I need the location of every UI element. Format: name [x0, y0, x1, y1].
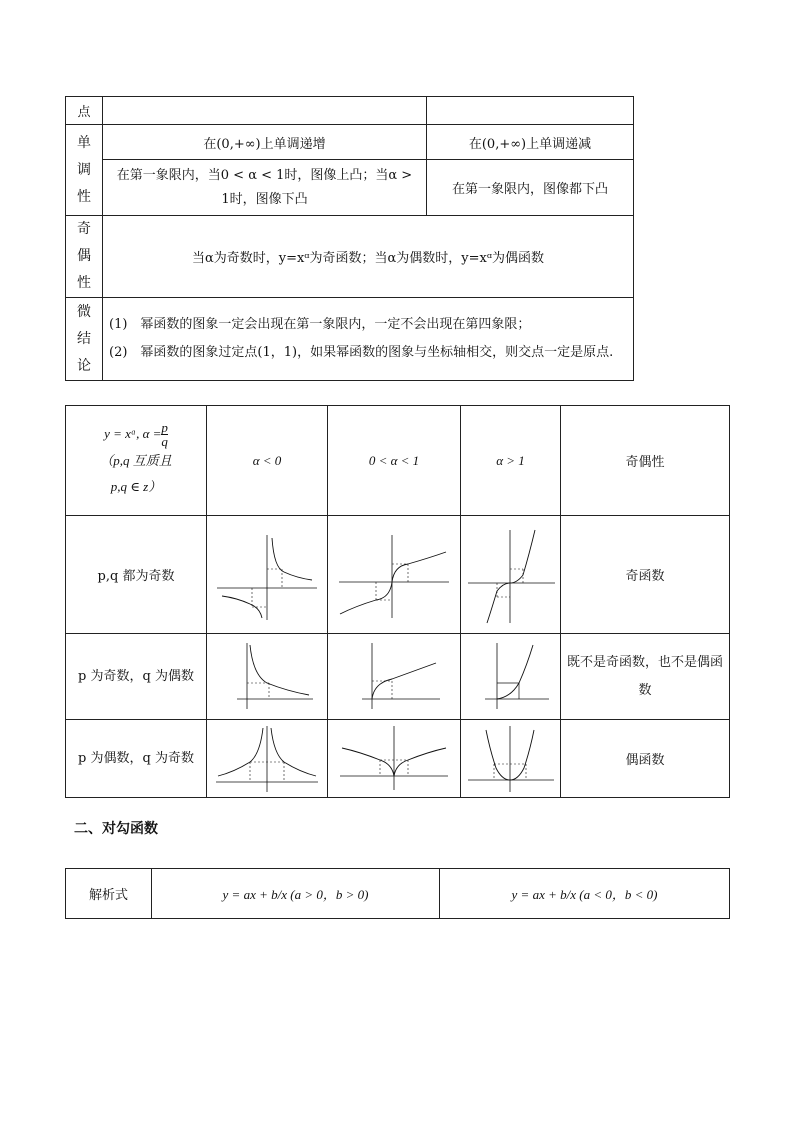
graph-eo-neg-svg	[212, 724, 322, 794]
row-label-odd-odd: p,q 都为奇数	[66, 516, 207, 634]
col-alpha-neg: α < 0	[207, 406, 328, 516]
graph-oe-gt-1-svg	[471, 639, 551, 715]
row-label-monotonicity: 单 调 性	[66, 125, 103, 216]
row-label-conclusion: 微 结 论	[66, 298, 103, 381]
header-condition-2: p,q ∈ z）	[110, 479, 162, 495]
parity-text: 当α为奇数时，y=xᵅ为奇函数；当α为偶数时，y=xᵅ为偶函数	[103, 216, 634, 298]
expression-positive: y = ax + b/x (a > 0，b > 0)	[152, 869, 440, 919]
conclusion-item-1: (1) 幂函数的图象一定会出现在第一象限内，一定不会出现在第四象限；	[109, 317, 531, 332]
row-label-parity: 奇 偶 性	[66, 216, 103, 298]
frac-p-over-q: $\frac{p}{q}$	[161, 420, 168, 450]
nike-function-table	[65, 868, 730, 919]
graph-eo-gt-1	[461, 720, 561, 798]
graph-odd-gt-1-svg	[465, 525, 557, 625]
graph-oe-0-1-svg	[344, 639, 444, 715]
monotonic-decreasing: 在(0,+∞)上单调递减	[427, 125, 634, 160]
power-function-graph-table	[65, 405, 730, 798]
conclusion-text	[103, 298, 634, 381]
convexity-right: 在第一象限内，图像都下凸	[427, 160, 634, 216]
point-cell-left	[103, 97, 427, 125]
graph-oe-gt-1	[461, 634, 561, 720]
graph-oe-neg-svg	[217, 639, 317, 715]
graph-eo-0-1	[328, 720, 461, 798]
header-condition-1: （p,q 互质且	[100, 453, 172, 469]
graph-eo-gt-1-svg	[466, 724, 556, 794]
row-label-odd-even: p 为奇数，q 为偶数	[66, 634, 207, 720]
graph-oe-neg	[207, 634, 328, 720]
expression-negative: y = ax + b/x (a < 0，b < 0)	[440, 869, 730, 919]
col-alpha-0-1: 0 < α < 1	[328, 406, 461, 516]
graph-eo-neg	[207, 720, 328, 798]
graph-oe-0-1	[328, 634, 461, 720]
section-title: 二、对勾函数	[74, 821, 158, 837]
parity-neither: 既不是奇函数，也不是偶函数	[561, 634, 730, 720]
col-alpha-gt-1: α > 1	[461, 406, 561, 516]
graph-eo-0-1-svg	[336, 724, 452, 794]
header-formula-cell	[66, 406, 207, 516]
graph-odd-0-1	[328, 516, 461, 634]
graph-odd-neg	[207, 516, 328, 634]
header-formula: y = xᵅ, α = $\frac{p}{q}$	[104, 420, 168, 450]
graph-odd-neg-svg	[212, 530, 322, 620]
row-label-point: 点	[66, 97, 103, 125]
point-cell-right	[427, 97, 634, 125]
parity-even: 偶函数	[561, 720, 730, 798]
col-parity: 奇偶性	[561, 406, 730, 516]
graph-odd-gt-1	[461, 516, 561, 634]
conclusion-item-2: (2) 幂函数的图象过定点(1，1)，如果幂函数的图象与坐标轴相交，则交点一定是原点.	[109, 345, 614, 360]
graph-odd-0-1-svg	[334, 530, 454, 620]
power-function-properties-table	[65, 96, 634, 381]
monotonic-increasing: 在(0,+∞)上单调递增	[103, 125, 427, 160]
parity-odd: 奇函数	[561, 516, 730, 634]
row-label-even-odd: p 为偶数，q 为奇数	[66, 720, 207, 798]
convexity-left: 在第一象限内，当0 < α < 1时，图像上凸；当α > 1时，图像下凸	[103, 160, 427, 216]
label-expression: 解析式	[66, 869, 152, 919]
